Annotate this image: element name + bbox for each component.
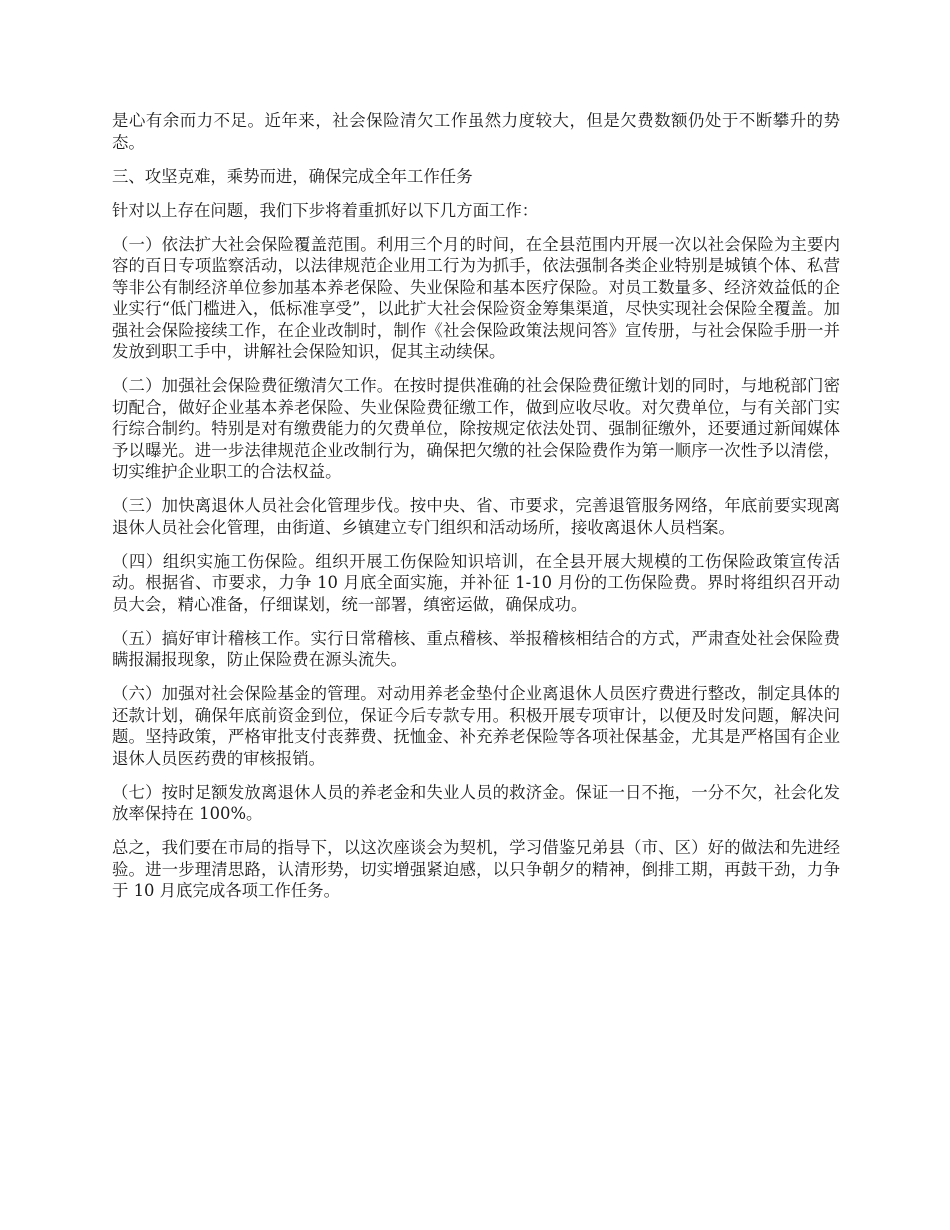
section-heading-3: 三、攻坚克难，乘势而进，确保完成全年工作任务: [112, 166, 473, 186]
item-6-paragraph: （六）加强对社会保险基金的管理。对动用养老金垫付企业离退休人员医疗费进行整改，制定具体的还款计划，确保年底前资金到位，保证今后专款专用。积极开展专项审计，以便及时发问题，解决问题。坚持政策，严格审批支付丧葬费、抚恤金、补充养老保险等各项社保基金，尤其是严格国有企业退休人员医药费的审核报销。: [112, 684, 840, 768]
item-5-paragraph: （五）搞好审计稽核工作。实行日常稽核、重点稽核、举报稽核相结合的方式，严肃查处社会保险费瞒报漏报现象，防止保险费在源头流失。: [112, 628, 840, 669]
item-2-paragraph: （二）加强社会保险费征缴清欠工作。在按时提供准确的社会保险费征缴计划的同时，与地税部门密切配合，做好企业基本养老保险、失业保险费征缴工作，做到应收尽收。对欠费单位，与有关部门实行综合制约。特别是对有缴费能力的欠费单位，除按规定依法处罚、强制征缴外，还要通过新闻媒体予以曝光。进一步法律规范企业改制行为，确保把欠缴的社会保险费作为第一顺序一次性予以清偿，切实维护企业职工的合法权益。: [112, 376, 840, 481]
intro-paragraph: 针对以上存在问题，我们下步将着重抓好以下几方面工作：: [112, 200, 539, 220]
item-3-paragraph: （三）加快离退休人员社会化管理步伐。按中央、省、市要求，完善退管服务网络，年底前要实现离退休人员社会化管理，由街道、乡镇建立专门组织和活动场所，接收离退休人员档案。: [112, 496, 840, 537]
document-body: [112, 110, 840, 914]
item-7-paragraph: （七）按时足额发放离退休人员的养老金和失业人员的救济金。保证一日不拖，一分不欠，社会化发放率保持在 100%。: [112, 782, 840, 823]
paragraph-continuation: 是心有余而力不足。近年来，社会保险清欠工作虽然力度较大，但是欠费数额仍处于不断攀升的势态。: [112, 111, 840, 152]
conclusion-paragraph: 总之，我们要在市局的指导下，以这次座谈会为契机，学习借鉴兄弟县（市、区）好的做法和先进经验。进一步理清思路，认清形势，切实增强紧迫感，以只争朝夕的精神，倒排工期，再鼓干劲，力争于 10 月底完成各项工作任务。: [112, 838, 840, 900]
item-4-paragraph: （四）组织实施工伤保险。组织开展工伤保险知识培训，在全县开展大规模的工伤保险政策宣传活动。根据省、市要求，力争 10 月底全面实施，并补征 1-10 月份的工伤保险费。界时将组织召开动员大会，精心准备，仔细谋划，统一部署，缜密运做，确保成功。: [112, 551, 840, 614]
item-1-paragraph: （一）依法扩大社会保险覆盖范围。利用三个月的时间，在全县范围内开展一次以社会保险为主要内容的百日专项监察活动，以法律规范企业用工行为为抓手，依法强制各类企业特别是城镇个体、私营等非公有制经济单位参加基本养老保险、失业保险和基本医疗保险。对员工数量多、经济效益低的企业实行“低门槛进入，低标准享受”，以此扩大社会保险资金筹集渠道，尽快实现社会保险全覆盖。加强社会保险接续工作，在企业改制时，制作《社会保险政策法规问答》宣传册，与社会保险手册一并发放到职工手中，讲解社会保险知识，促其主动续保。: [112, 234, 840, 361]
